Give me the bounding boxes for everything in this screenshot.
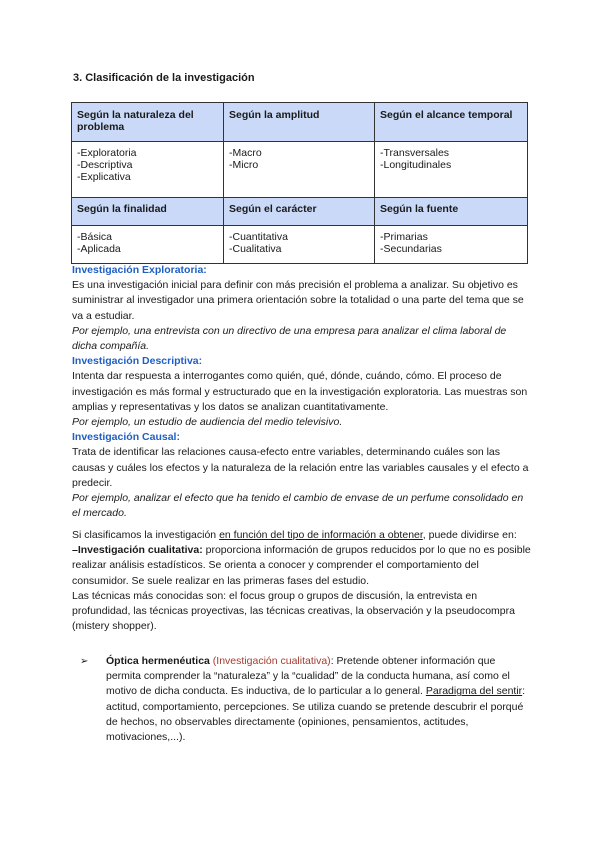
bullet-paren: (Investigación cualitativa) xyxy=(209,655,331,667)
cell-line: -Macro xyxy=(229,147,262,159)
tipo-informacion-section xyxy=(72,528,532,634)
intro-text: Si clasificamos la investigación xyxy=(72,529,220,541)
table-row xyxy=(72,226,528,264)
paradigma-underlined: Paradigma del sentir xyxy=(425,685,523,698)
cell-line: -Cualitativa xyxy=(229,243,282,255)
section-title: 3. Clasificación de la investigación xyxy=(73,72,255,84)
bullet-label: Óptica hermenéutica xyxy=(106,655,210,667)
descriptiva-example: Por ejemplo, un estudio de audiencia del medio televisivo. xyxy=(72,416,343,429)
exploratoria-heading: Investigación Exploratoria: xyxy=(72,264,207,276)
cell-line: -Primarias xyxy=(380,231,428,243)
cell-line: -Exploratoria xyxy=(77,147,137,159)
table-cell xyxy=(72,142,224,198)
cualitativa-text: proporciona información de grupos reducidos por lo que no es posible realizar análisis estadísticos. Se orienta a conocer y comprender el comportamiento del consumidor. Se suele realizar en las primeras fases del estudio. xyxy=(72,544,531,587)
cell-line: -Secundarias xyxy=(380,243,442,255)
causal-text: Trata de identificar las relaciones causa-efecto entre variables, determinando cuáles son las causas y cuáles los efectos y la naturaleza de la relación entre las variables causales y el efecto a predecir. xyxy=(72,446,529,489)
table-header-cell: Según la amplitud xyxy=(224,103,375,142)
classification-table xyxy=(71,102,528,264)
table-header-cell: Según la finalidad xyxy=(72,198,224,226)
bullet-body-end: : actitud, comportamiento, percepciones. Se utiliza cuando se pretende descubrir el porqué de hechos, no observables directamente (opiniones, pensamientos, actitudes, motivaciones,...). xyxy=(106,685,526,744)
table-cell xyxy=(375,142,528,198)
table-header-cell: Según la fuente xyxy=(375,198,528,226)
cualitativa-paragraph xyxy=(72,543,532,589)
causal-example: Por ejemplo, analizar el efecto que ha tenido el cambio de envase de un perfume consolidado en el mercado. xyxy=(72,492,524,520)
tecnicas-paragraph: Las técnicas más conocidas son: el focus group o grupos de discusión, la entrevista en profundidad, las técnicas proyectivas, las técnicas creativas, la observación y la pseudocompra (mistery shopper). xyxy=(72,589,515,633)
intro-underlined: en función del tipo de información a obtener xyxy=(219,529,423,541)
cualitativa-label: –Investigación cualitativa: xyxy=(72,544,203,557)
bullet-item xyxy=(80,654,530,745)
table-cell xyxy=(224,226,375,264)
table-header-cell: Según el alcance temporal xyxy=(375,103,528,142)
table-cell xyxy=(72,226,224,264)
table-cell xyxy=(375,226,528,264)
cell-line: -Cuantitativa xyxy=(229,231,288,243)
descriptiva-text: Intenta dar respuesta a interrogantes como quién, qué, dónde, cuándo, cómo. El proceso de investigación es más formal y estructurado que en la investigación exploratoria. Las muestras son amplias y representativas y los datos se analizan cuantitativamente. xyxy=(72,370,528,413)
exploratoria-example: Por ejemplo, una entrevista con un directivo de una empresa para analizar el clima laboral de dicha compañía. xyxy=(72,324,507,353)
exploratoria-text: Es una investigación inicial para definir con más precisión el problema a analizar. Su objetivo es suministrar al investigador una primera orientación sobre la totalidad o una parte del tema que se va a estudiar. xyxy=(72,279,524,322)
table-row xyxy=(72,142,528,198)
cell-line: -Longitudinales xyxy=(380,159,452,171)
cell-line: -Micro xyxy=(229,159,259,171)
intro-text-end: , puede dividirse en: xyxy=(422,529,517,541)
table-header-row xyxy=(72,198,528,226)
tipo-intro xyxy=(72,528,532,543)
table-header-row xyxy=(72,103,528,142)
arrow-bullet-icon: ➢ xyxy=(80,656,89,667)
cell-line: -Básica xyxy=(77,231,113,243)
cell-line: -Explicativa xyxy=(77,171,131,183)
table-header-cell: Según la naturaleza del problema xyxy=(72,103,224,142)
cell-line: -Transversales xyxy=(380,147,450,159)
table-cell xyxy=(224,142,375,198)
descriptiva-heading: Investigación Descriptiva: xyxy=(72,355,203,368)
cell-line: -Aplicada xyxy=(77,243,121,255)
bullet-text xyxy=(106,654,530,745)
bullet-body: : Pretende obtener información que permita comprender la “naturaleza” y la “cualidad” de la conducta humana, así como el motivo de dicha conducta. Es inductiva, de lo particular a lo general. xyxy=(106,655,510,698)
cell-line: -Descriptiva xyxy=(77,159,133,171)
table-header-cell: Según el carácter xyxy=(224,198,375,226)
definitions-section xyxy=(72,263,532,521)
causal-heading: Investigación Causal: xyxy=(72,431,180,444)
